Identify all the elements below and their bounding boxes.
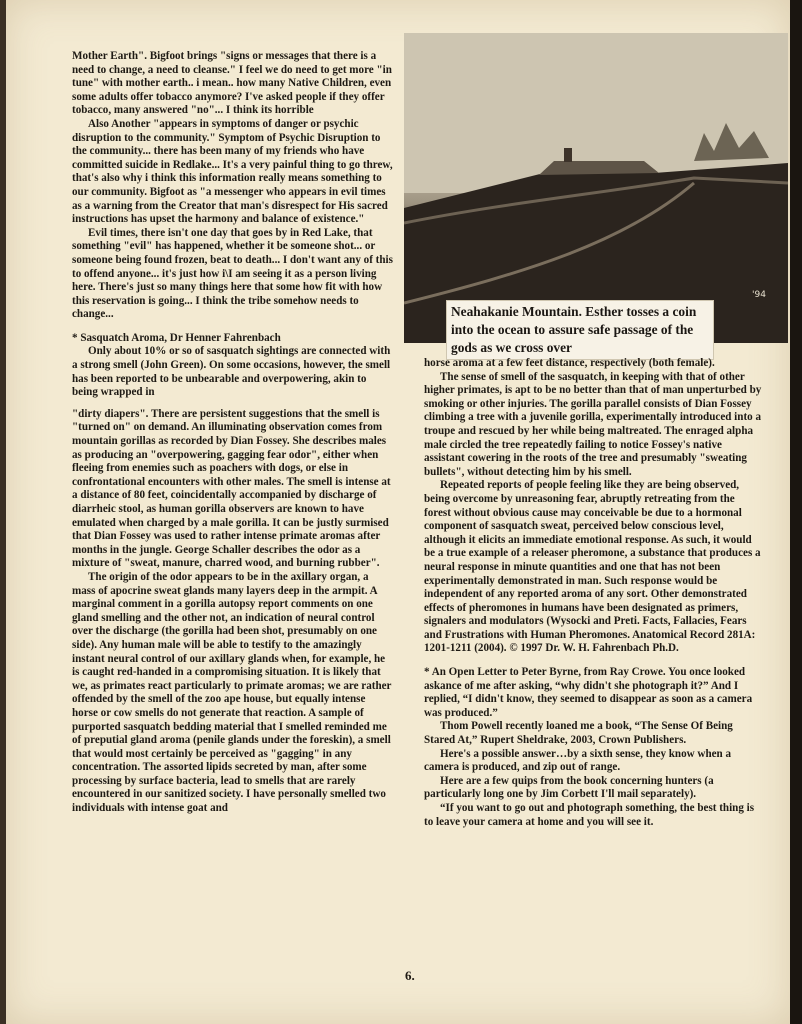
- photo-date-stamp: '94: [752, 290, 766, 300]
- photo-caption: Neahakanie Mountain. Esther tosses a coin into the ocean to assure safe passage of the gods as we cross over: [446, 300, 714, 360]
- paragraph: Here's a possible answer…by a sixth sense, they know when a camera is produced, and zip out of range.: [424, 747, 732, 774]
- paragraph: “If you want to go out and photograph something, the best thing is to leave your camera at home and you will see it.: [424, 802, 755, 828]
- page-number: 6.: [405, 968, 415, 983]
- paragraph: Here are a few quips from the book concerning hunters (a particularly long one by Jim Corbett I'll mail separately).: [424, 774, 714, 801]
- paragraph: horse aroma at a few feet distance, respectively (both female).: [424, 357, 715, 369]
- paragraph: Only about 10% or so of sasquatch sightings are connected with a strong smell (John Green). On some occasions, however, the smell has been reported to be unbearable and overpowering, akin to being wrapped in: [72, 345, 391, 399]
- mountain-photo-graphic: [404, 33, 788, 343]
- paragraph: Also Another "appears in symptoms of danger or psychic disruption to the community." Symptom of Psychic Disruption to the community... there has been many of my friends who have committed suicide in Redlake... It's a very painful thing to go threw, that's also why i think this information really means something to our community. Bigfoot as "a messenger who appears in evil times as a warning from the Creator that man's disrespect for His sacred instructions has upset the harmony and balance of existence.": [72, 117, 393, 226]
- paragraph: The sense of smell of the sasquatch, in keeping with that of other higher primates, is apt to be no better than that of man unperturbed by smoking or other injuries. The gorilla parallel consists of Dian Fossey climbing a tree with a juvenile gorilla, experimentally introduced into a troupe and rescued by her while being maltreated. The enraged alpha male circled the tree repeatedly failing to notice Fossey's native assistant cowering in the roots of the tree and presumably "sweating bullets", without detecting him by his smell.: [424, 370, 762, 478]
- paragraph: "dirty diapers". There are persistent suggestions that the smell is "turned on" on demand. An illuminating observation comes from mountain gorillas as recorded by Dian Fossey. She describes males as producing an "overpowering, gagging fear odor", either when fleeing from enemies such as poachers with dogs, or else in confrontational encounters with other males. The smell is intense at a distance of 80 feet, coincidentally accompanied by discharge of diarrheic stool, as human gorilla observers are known to have emulated when charged by a male gorilla. It can be justly surmised that Dian Fossey was used to rather intense primate aromas after months in the jungle. George Schaller describes the odor as a mixture of "sweat, manure, charred wood, and burning rubber".: [72, 407, 391, 570]
- mountain-photo: [404, 33, 788, 343]
- page-edge-shadow: [790, 0, 802, 1024]
- paragraph: Mother Earth". Bigfoot brings "signs or messages that there is a need to change, a need to cleanse." I feel we do need to get more "in tune" with mother earth.. i mean.. how many Native Children, even some adults offer tobacco anymore? I've asked people if they offer tobacco, many answered "no"... I think its horrible: [72, 50, 392, 117]
- section-heading: * An Open Letter to Peter Byrne, from Ray Crowe. You once looked askance of me after asking, “why didn't she photograph it?” And I replied, “I didn't know, they seemed to disappear as soon as a camera was produced.”: [424, 666, 753, 719]
- paragraph: Repeated reports of people feeling like they are being observed, being overcome by unreasoning fear, abruptly retreating from the forest without obvious cause may conceivable be due to a hormonal component of sasquatch sweat, perceived below conscious level, although it elicits an immediate emotional response. As such, it would be a true example of a releaser pheromone, a substance that produces a neural response in minute quantities and one that has not been experimentally demonstrated in man. Such response would be independent of any reported aroma of any sort. Other demonstrated effects of pheromones in humans have been designated as primers, signalers and modulators (Wysocki and Preti. Facts, Fallacies, Fears and Frustrations with Human Pheromones. Anatomical Record 281A: 1201-1211 (2004). © 1997 Dr. W. H. Fahrenbach Ph.D.: [424, 479, 761, 655]
- left-column: [72, 50, 394, 816]
- paragraph: Thom Powell recently loaned me a book, “The Sense Of Being Stared At,” Rupert Sheldrake, 2003, Crown Publishers.: [424, 720, 733, 747]
- paragraph: Evil times, there isn't one day that goes by in Red Lake, that something "evil" has happened, whether it be someone shot... or someone being found frozen, beat to death... I don't want any of this to offend anyone... it's just how i\I am seeing it as a person living here. There's just so many things here that some how fit with how this reservation is going... I think the tribe somehow needs to change...: [72, 226, 393, 321]
- right-column: [424, 357, 762, 829]
- paragraph: The origin of the odor appears to be in the axillary organ, a mass of apocrine sweat glands many layers deep in the armpit. A marginal comment in a gorilla autopsy report comments on one gland smelling and the other not, an indication of neural control over the discharge (the gorilla had been shot, presumably on one side). Any human male will be able to testify to the amazingly instant neural control of our axillary glands when, for example, he is caught red-handed in a compromising situation. It is likely that we, as primates react particularly to primate aromas; we are rather offended by the smell of the zoo ape house, but equally intense horse or cow smells do not generate that reaction. A sample of purported sasquatch bedding material that I smelled reminded me of preputial gland aroma (penile glands under the foreskin), a smell that would most certainly be perceived as "gagging" in any concentration. The assorted lipids secreted by man, after some processing by surface bacteria, lead to smells that are rarely encountered in our sanitized society. I have personally smelled two individuals with intense goat and: [72, 570, 392, 815]
- section-heading: * Sasquatch Aroma, Dr Henner Fahrenbach: [72, 331, 281, 344]
